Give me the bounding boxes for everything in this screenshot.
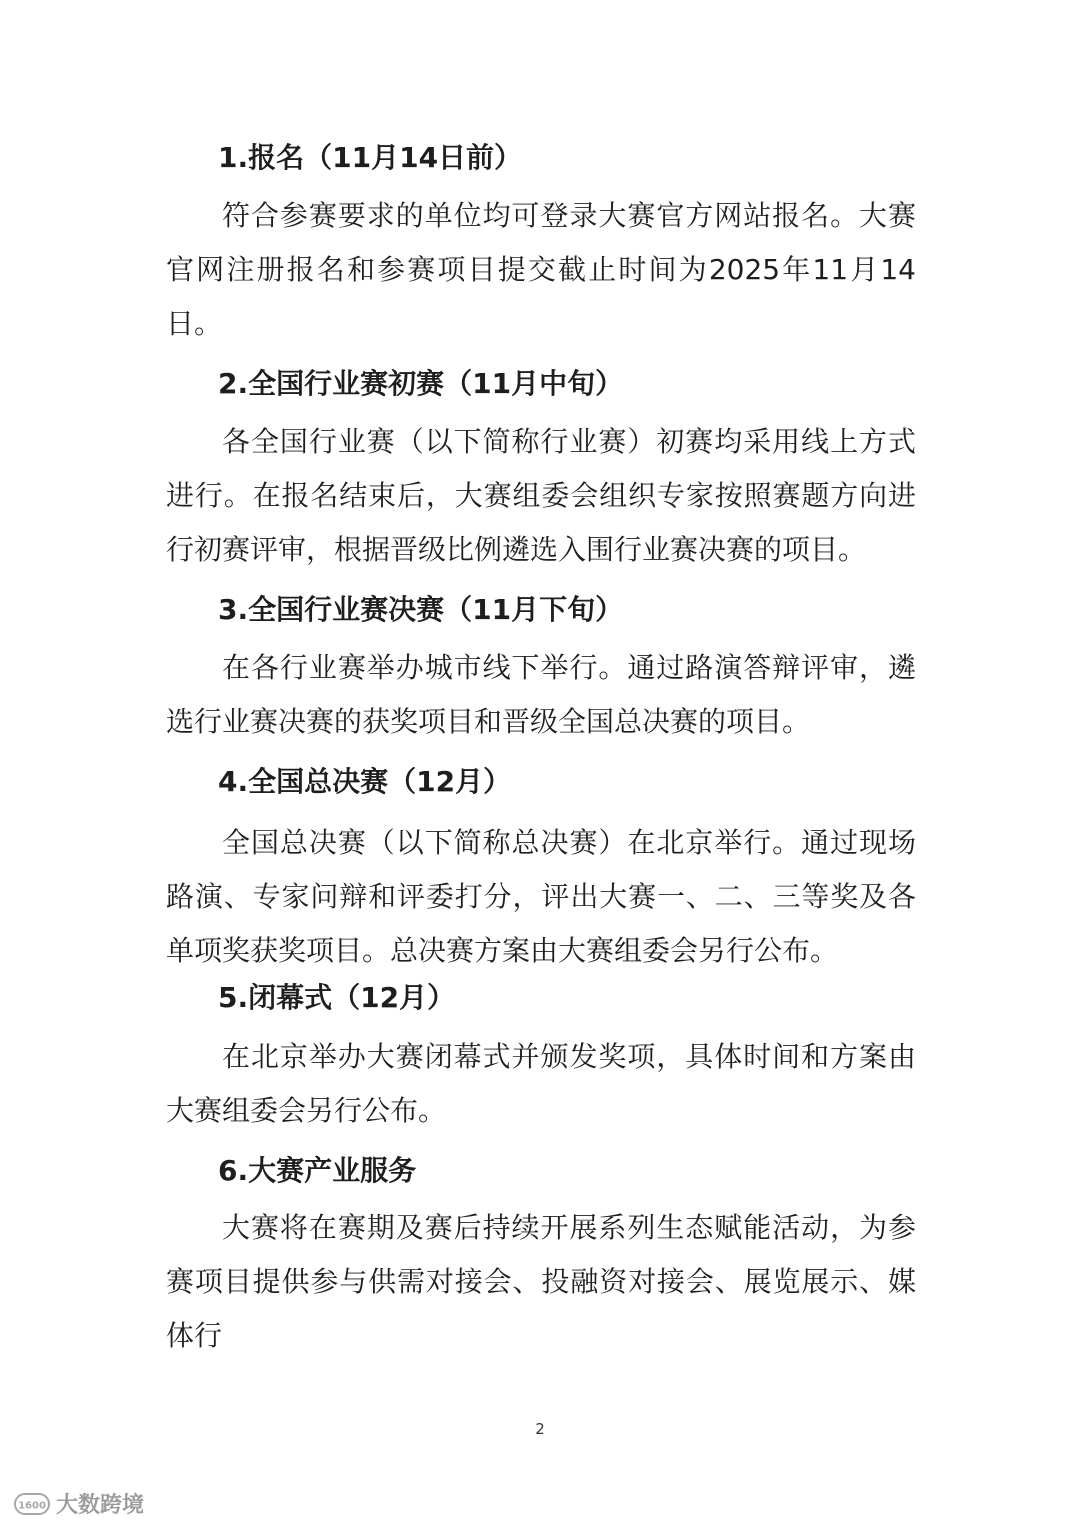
- section-5-body: 在北京举办大赛闭幕式并颁发奖项，具体时间和方案由大赛组委会另行公布。: [166, 1040, 916, 1127]
- section-4-heading: 4.全国总决赛（12月）: [218, 765, 512, 798]
- watermark-text: 大数跨境: [56, 1493, 145, 1518]
- section-2-heading: 2.全国行业赛初赛（11月中旬）: [218, 367, 624, 400]
- section-3-heading: 3.全国行业赛决赛（11月下旬）: [218, 593, 624, 626]
- watermark-logo-icon: [14, 1492, 50, 1516]
- section-2-body: 各全国行业赛（以下简称行业赛）初赛均采用线上方式进行。在报名结束后，大赛组委会组织专家按照赛题方向进行初赛评审，根据晋级比例遴选入围行业赛决赛的项目。: [166, 425, 916, 566]
- section-3-body: 在各行业赛举办城市线下举行。通过路演答辩评审，遴选行业赛决赛的获奖项目和晋级全国总决赛的项目。: [166, 651, 916, 738]
- section-4-body: 全国总决赛（以下简称总决赛）在北京举行。通过现场路演、专家问辩和评委打分，评出大赛一、二、三等奖及各单项奖获奖项目。总决赛方案由大赛组委会另行公布。: [166, 826, 916, 967]
- watermark: [14, 1488, 144, 1519]
- section-6-heading: 6.大赛产业服务: [218, 1154, 417, 1187]
- section-1-heading: 1.报名（11月14日前）: [218, 141, 523, 174]
- watermark-logo-text: 1600: [18, 1500, 46, 1511]
- page-number: 2: [535, 1420, 545, 1438]
- section-5-heading: 5.闭幕式（12月）: [218, 981, 456, 1014]
- section-1-body: 符合参赛要求的单位均可登录大赛官方网站报名。大赛官网注册报名和参赛项目提交截止时间为2025年11月14日。: [166, 199, 916, 340]
- section-6-body: 大赛将在赛期及赛后持续开展系列生态赋能活动，为参赛项目提供参与供需对接会、投融资对接会、展览展示、媒体行: [166, 1211, 916, 1352]
